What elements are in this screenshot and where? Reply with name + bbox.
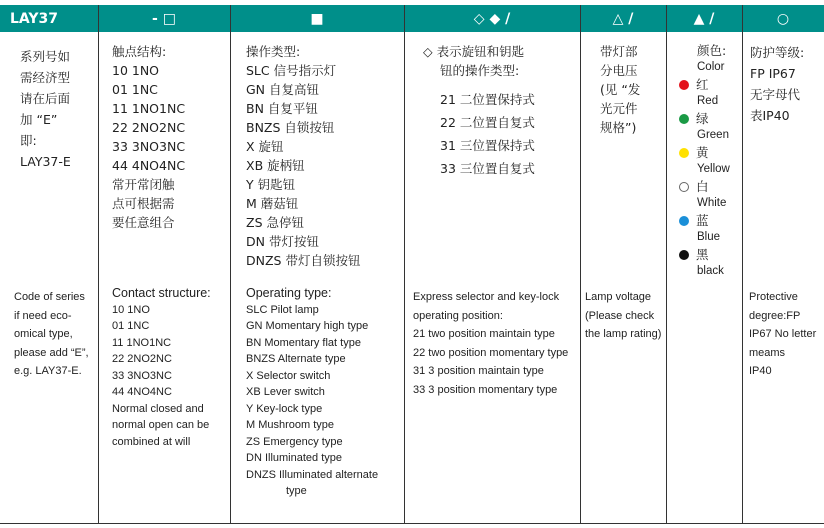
green-dot-icon <box>679 114 689 124</box>
header-contact: - □ <box>98 5 230 32</box>
column-divider <box>580 5 581 524</box>
color-item-black: 黑 black <box>679 246 730 280</box>
black-dot-icon <box>679 250 689 260</box>
contact-structure-zh: 触点结构: 10 1NO 01 1NC 11 1NO1NC 22 2NO2NC 33 3NO3NC 44 4NO4NC 常开常闭触 点可根据需 要任意组合 <box>112 44 186 230</box>
position-type-zh: ◇ 表示旋钮和钥匙 钮的操作类型: 21 二位置保持式 22 二位置自复式 31 三位置保持式 33 三位置自复式 <box>423 44 535 176</box>
operating-type-zh: 操作类型: SLC 信号指示灯 GN 自复高钮 BN 自复平钮 BNZS 自锁按钮 X 旋钮 XB 旋柄钮 Y 钥匙钮 M 蘑菇钮 ZS 急停钮 DN 带灯按钮 DNZS 带灯自锁按钮 <box>246 44 361 268</box>
column-divider <box>742 5 743 524</box>
header-color: ▲ / <box>666 5 742 32</box>
white-dot-icon <box>679 182 689 192</box>
protection-degree-zh: 防护等级: FP IP67 无字母代 表IP40 <box>750 45 805 123</box>
lamp-voltage-en: Lamp voltage (Please check the lamp rating) <box>585 291 662 340</box>
color-item-blue: 蓝 Blue <box>679 212 730 246</box>
header-position: ◇ ◆ / <box>404 5 580 32</box>
red-dot-icon <box>679 80 689 90</box>
color-item-red: 红 Red <box>679 76 730 110</box>
operating-type-en: Operating type: SLC Pilot lamp GN Momentary high type BN Momentary flat type BNZS Alternate type X Selector switch XB Lever switch Y Key-lock type M Mushroom type ZS Emergency type DN Illuminated type DNZS Illuminated alternate type <box>246 286 379 497</box>
color-title-en: Color <box>697 61 725 73</box>
color-item-white: 白 White <box>679 178 730 212</box>
column-divider <box>404 5 405 524</box>
lamp-voltage-zh: 带灯部 分电压 (见 “发 光元件 规格”) <box>600 44 641 135</box>
header-protection: ○ <box>742 5 824 32</box>
header-model: LAY37 <box>0 5 98 32</box>
column-divider <box>98 5 99 524</box>
color-item-green: 绿 Green <box>679 110 730 144</box>
header-operating-type: ■ <box>230 5 404 32</box>
contact-structure-en: Contact structure: 10 1NO 01 1NC 11 1NO1NC 22 2NO2NC 33 3NO3NC 44 4NO4NC Normal closed and normal open can be combined at will <box>112 286 211 448</box>
model-note-en: Code of series if need eco- omical type, please add “E”, e.g. LAY37-E. <box>14 291 89 377</box>
yellow-dot-icon <box>679 148 689 158</box>
blue-dot-icon <box>679 216 689 226</box>
protection-degree-en: Protective degree:FP IP67 No letter meams IP40 <box>749 291 817 377</box>
column-divider <box>230 5 231 524</box>
header-lamp-voltage: △ / <box>580 5 666 32</box>
color-item-yellow: 黄 Yellow <box>679 144 730 178</box>
model-note-zh: 系列号如 需经济型 请在后面 加 “E” 即: LAY37-E <box>20 49 71 169</box>
color-options <box>679 42 730 280</box>
column-divider <box>666 5 667 524</box>
color-title-zh: 颜色: <box>697 43 727 58</box>
table-bottom-border <box>0 523 824 524</box>
position-type-en: Express selector and key-lock operating position: 21 two position maintain type 22 two position momentary type 31 3 position maintain type 33 3 position momentary type <box>413 291 569 396</box>
